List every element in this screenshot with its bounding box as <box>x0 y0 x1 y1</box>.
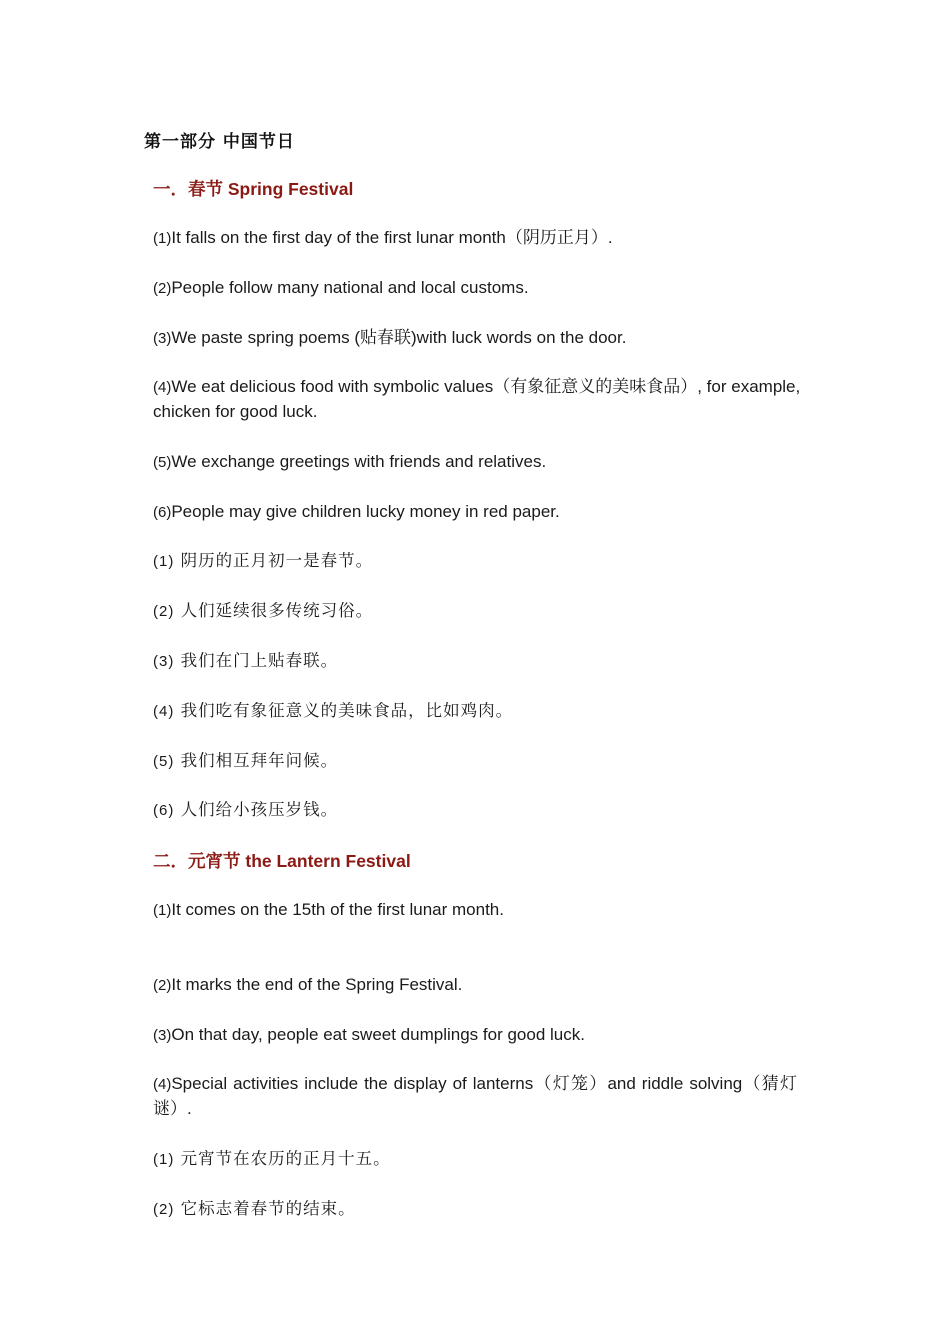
item-text: People follow many national and local customs. <box>171 278 529 297</box>
item-number: (4) <box>153 703 175 720</box>
paragraph-spring-en-6 <box>153 500 803 525</box>
item-text: We exchange greetings with friends and relatives. <box>171 452 547 471</box>
paragraph-spring-en-5 <box>153 450 803 475</box>
item-text: 它标志着春节的结束。 <box>180 1199 356 1218</box>
item-number: (3) <box>153 653 175 670</box>
item-number: (3) <box>153 1027 172 1044</box>
item-text: It comes on the 15th of the first lunar month. <box>171 900 504 919</box>
item-number: (1) <box>153 1151 175 1168</box>
item-text: People may give children lucky money in red paper. <box>171 502 560 521</box>
item-text: 人们给小孩压岁钱。 <box>180 800 339 819</box>
item-text: 人们延续很多传统习俗。 <box>180 601 374 620</box>
item-number: (2) <box>153 603 175 620</box>
item-text: We eat delicious food with symbolic values（有象征意义的美味食品）, for example, chicken for good luck. <box>153 377 801 421</box>
part-title: 第一部分 中国节日 <box>144 132 295 152</box>
paragraph-lantern-en-4 <box>153 1072 797 1121</box>
item-text: 元宵节在农历的正月十五。 <box>180 1149 391 1168</box>
paragraph-lantern-en-3 <box>153 1023 803 1048</box>
item-text: We paste spring poems (贴春联)with luck words on the door. <box>171 328 627 347</box>
item-number: (2) <box>153 977 172 994</box>
item-number: (2) <box>153 280 172 297</box>
paragraph-lantern-en-1 <box>153 898 803 923</box>
paragraph-spring-en-4 <box>153 375 803 424</box>
paragraph-spring-en-3 <box>153 326 803 351</box>
paragraph-spring-zh-3 <box>153 649 803 674</box>
item-text: On that day, people eat sweet dumplings for good luck. <box>171 1025 585 1044</box>
paragraph-spring-zh-6 <box>153 798 803 823</box>
item-text: 我们在门上贴春联。 <box>180 651 339 670</box>
item-number: (4) <box>153 379 172 396</box>
paragraph-spring-zh-2 <box>153 599 803 624</box>
item-text: It marks the end of the Spring Festival. <box>171 975 463 994</box>
paragraph-spring-en-1 <box>153 226 803 251</box>
item-text: It falls on the first day of the first lunar month（阴历正月）. <box>171 228 613 247</box>
paragraph-lantern-en-2 <box>153 973 803 998</box>
item-number: (6) <box>153 802 175 819</box>
paragraph-spring-zh-1 <box>153 549 803 574</box>
item-number: (5) <box>153 753 175 770</box>
item-number: (1) <box>153 553 175 570</box>
item-number: (2) <box>153 1201 175 1218</box>
item-text: Special activities include the display of lanterns（灯笼）and riddle solving（猜灯谜）. <box>153 1074 797 1118</box>
item-number: (5) <box>153 454 172 471</box>
paragraph-spring-en-2 <box>153 276 803 301</box>
item-number: (1) <box>153 902 172 919</box>
paragraph-lantern-zh-1 <box>153 1147 803 1172</box>
section-title-lantern-festival: 二．元宵节 the Lantern Festival <box>153 851 411 871</box>
paragraph-spring-zh-5 <box>153 749 803 774</box>
item-number: (6) <box>153 504 172 521</box>
item-number: (1) <box>153 230 172 247</box>
item-text: 阴历的正月初一是春节。 <box>180 551 374 570</box>
paragraph-spring-zh-4 <box>153 699 803 724</box>
section-title-spring-festival: 一．春节 Spring Festival <box>153 179 354 199</box>
item-text: 我们相互拜年问候。 <box>180 751 339 770</box>
item-number: (4) <box>153 1076 172 1093</box>
item-number: (3) <box>153 330 172 347</box>
paragraph-lantern-zh-2 <box>153 1197 803 1222</box>
item-text: 我们吃有象征意义的美味食品，比如鸡肉。 <box>180 701 514 720</box>
